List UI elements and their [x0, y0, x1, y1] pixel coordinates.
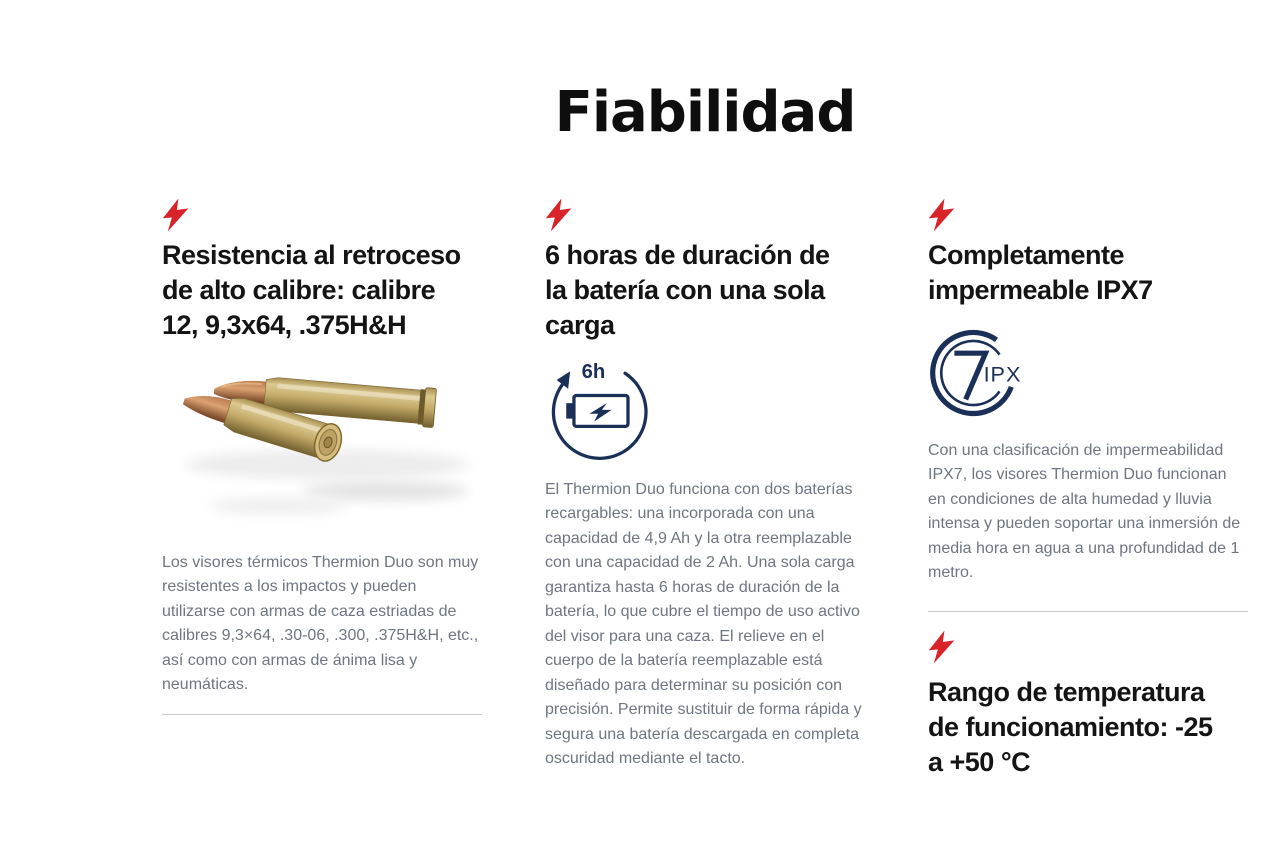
feature-heading-waterproof: [928, 238, 1153, 308]
heading-line: 12, 9,3x64, .375H&H: [162, 309, 407, 340]
feature-body-battery: El Thermion Duo funciona con dos baterías recargables: una incorporada con una capacidad de 4,9 Ah y la otra reemplazable con una capacidad de 2 Ah. Una sola carga garantiza hasta 6 horas de duración de la batería, lo que cubre el tiempo de uso activo del visor para una caza. El relieve en el cuerpo de la batería reemplazable está diseñado para determinar su posición con precisión. Permite sustituir de forma rápida y segura una batería descargada en completa oscuridad mediante el tacto.: [545, 480, 862, 768]
lightning-bolt-icon: [545, 195, 573, 235]
lightning-bolt-icon: [928, 195, 956, 235]
feature-heading-recoil: [162, 238, 461, 343]
heading-line: Completamente: [928, 239, 1125, 270]
features-grid: [162, 195, 1248, 780]
heading-line: de alto calibre: calibre: [162, 274, 436, 305]
feature-card-recoil: [162, 195, 482, 780]
heading-line: la batería con una sola: [545, 274, 825, 305]
heading-line: Rango de temperatura: [928, 676, 1205, 707]
ipx7-badge-icon: [928, 324, 1026, 422]
column-divider: [162, 714, 482, 715]
heading-line: 6 horas de duración de: [545, 239, 830, 270]
fiabilidad-section: [162, 80, 1248, 780]
page-title: Fiabilidad: [554, 80, 856, 145]
feature-heading-battery: [545, 238, 830, 343]
feature-body-waterproof: Con una clasificación de impermeabilidad IPX7, los visores Thermion Duo funcionan en condiciones de alta humedad y lluvia intensa y pueden soportar una inmersión de media hora en agua a una profundidad de 1 metro.: [928, 441, 1241, 582]
feature-heading-temperature: [928, 675, 1213, 780]
heading-line: de funcionamiento: -25: [928, 711, 1213, 742]
ipx-label: IPX: [983, 361, 1022, 387]
heading-line: Resistencia al retroceso: [162, 239, 461, 270]
arrowhead: [557, 371, 571, 388]
lightning-bolt-icon: [928, 627, 956, 667]
battery-6h-recharge-icon: [545, 353, 655, 463]
feature-body-recoil: Los visores térmicos Thermion Duo son muy resistentes a los impactos y pueden utilizarse con armas de caza estriadas de calibres 9,3×64, .30-06, .300, .375H&H, etc., así como con armas de ánima lisa y neumáticas.: [162, 553, 479, 694]
rifle-cartridges-photo: [162, 349, 492, 541]
feature-card-battery: [545, 195, 865, 780]
lightning-bolt-icon: [162, 195, 190, 235]
heading-line: a +50 °C: [928, 746, 1031, 777]
feature-card-waterproof-temperature: [928, 195, 1248, 780]
heading-line: carga: [545, 309, 615, 340]
column-divider: [928, 611, 1248, 612]
charge-bolt: [589, 403, 611, 421]
ipx7-number-seven: [954, 353, 985, 399]
heading-line: impermeable IPX7: [928, 274, 1153, 305]
battery-badge-label: 6h: [581, 360, 606, 383]
